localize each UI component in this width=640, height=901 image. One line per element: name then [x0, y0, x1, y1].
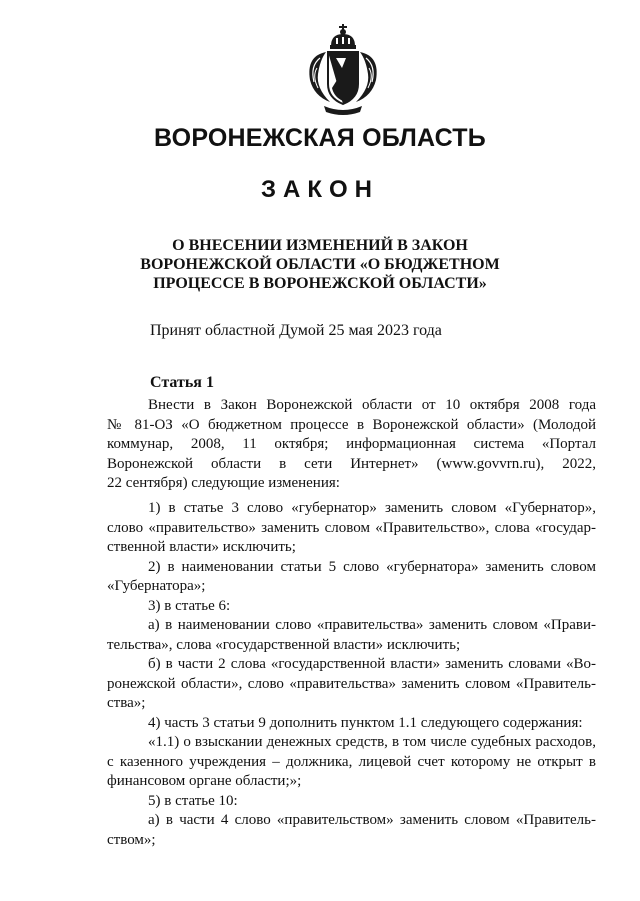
text-line: ственной власти» исключить; [107, 539, 296, 555]
text-line: 4) часть 3 статьи 9 дополнить пунктом 1.1 следующего содержания: [148, 714, 583, 731]
amendment-item [107, 655, 596, 714]
text-line: Воронежской области в сети Интернет» (www.govvrn.ru), 2022, [107, 455, 596, 472]
text-line: ством»; [107, 831, 156, 848]
text-line: 1) в статье 3 слово «губернатор» заменить словом «Губернатор», [148, 500, 596, 516]
text-line: а) в части 4 слово «правительством» заменить словом «Правитель- [148, 812, 596, 828]
text-line: 5) в статье 10: [148, 792, 238, 809]
document-type: ЗАКОН [260, 176, 379, 203]
article-intro [107, 396, 596, 494]
amendment-item [107, 733, 596, 792]
text-line: тельства», слова «государственной власти» исключить; [107, 636, 461, 653]
text-line: а) в наименовании слово «правительства» заменить словом «Прави- [148, 617, 596, 633]
article-heading: Статья 1 [150, 374, 214, 391]
law-title-line: ВОРОНЕЖСКОЙ ОБЛАСТИ «О БЮДЖЕТНОМ [140, 256, 500, 273]
adoption-date: Принят областной Думой 25 мая 2023 года [150, 322, 442, 339]
text-line: 22 сентября) следующие изменения: [107, 475, 340, 491]
law-title-line: О ВНЕСЕНИИ ИЗМЕНЕНИЙ В ЗАКОН [172, 237, 468, 254]
text-line: с казенного учреждения – должника, лицевой счет которому не открыт в [107, 753, 596, 770]
text-line: коммунар, 2008, 11 октября; информационная система «Портал [107, 436, 596, 452]
law-title [120, 236, 520, 293]
amendment-item [107, 597, 596, 617]
region-name: ВОРОНЕЖСКАЯ ОБЛАСТЬ [154, 124, 486, 152]
text-line: ства»; [107, 695, 146, 711]
text-line: финансовом органе области;»; [107, 773, 302, 789]
text-line: ронежской области», слово «правительства» заменить словом «Правитель- [107, 675, 596, 692]
text-line: «Губернатора»; [107, 578, 206, 594]
coat-of-arms-emblem [302, 22, 384, 118]
amendment-list [107, 499, 596, 850]
text-line: 2) в наименовании статьи 5 слово «губернатора» заменить словом [148, 558, 596, 575]
amendment-item [107, 714, 596, 734]
amendment-item [107, 792, 596, 812]
text-line: № 81-ОЗ «О бюджетном процессе в Воронежской области» (Молодой [107, 416, 596, 433]
amendment-item [107, 616, 596, 655]
amendment-item [107, 499, 596, 558]
text-line: «1.1) о взыскании денежных средств, в том числе судебных расходов, [148, 734, 596, 750]
text-line: слово «правительство» заменить словом «Правительство», слова «государ- [107, 519, 596, 536]
text-line: Внести в Закон Воронежской области от 10 октября 2008 года [148, 397, 596, 413]
amendment-item [107, 558, 596, 597]
text-line: б) в части 2 слова «государственной власти» заменить словами «Во- [148, 656, 596, 672]
text-line: 3) в статье 6: [148, 597, 231, 614]
law-title-line: ПРОЦЕССЕ В ВОРОНЕЖСКОЙ ОБЛАСТИ» [153, 275, 487, 292]
amendment-item [107, 811, 596, 850]
